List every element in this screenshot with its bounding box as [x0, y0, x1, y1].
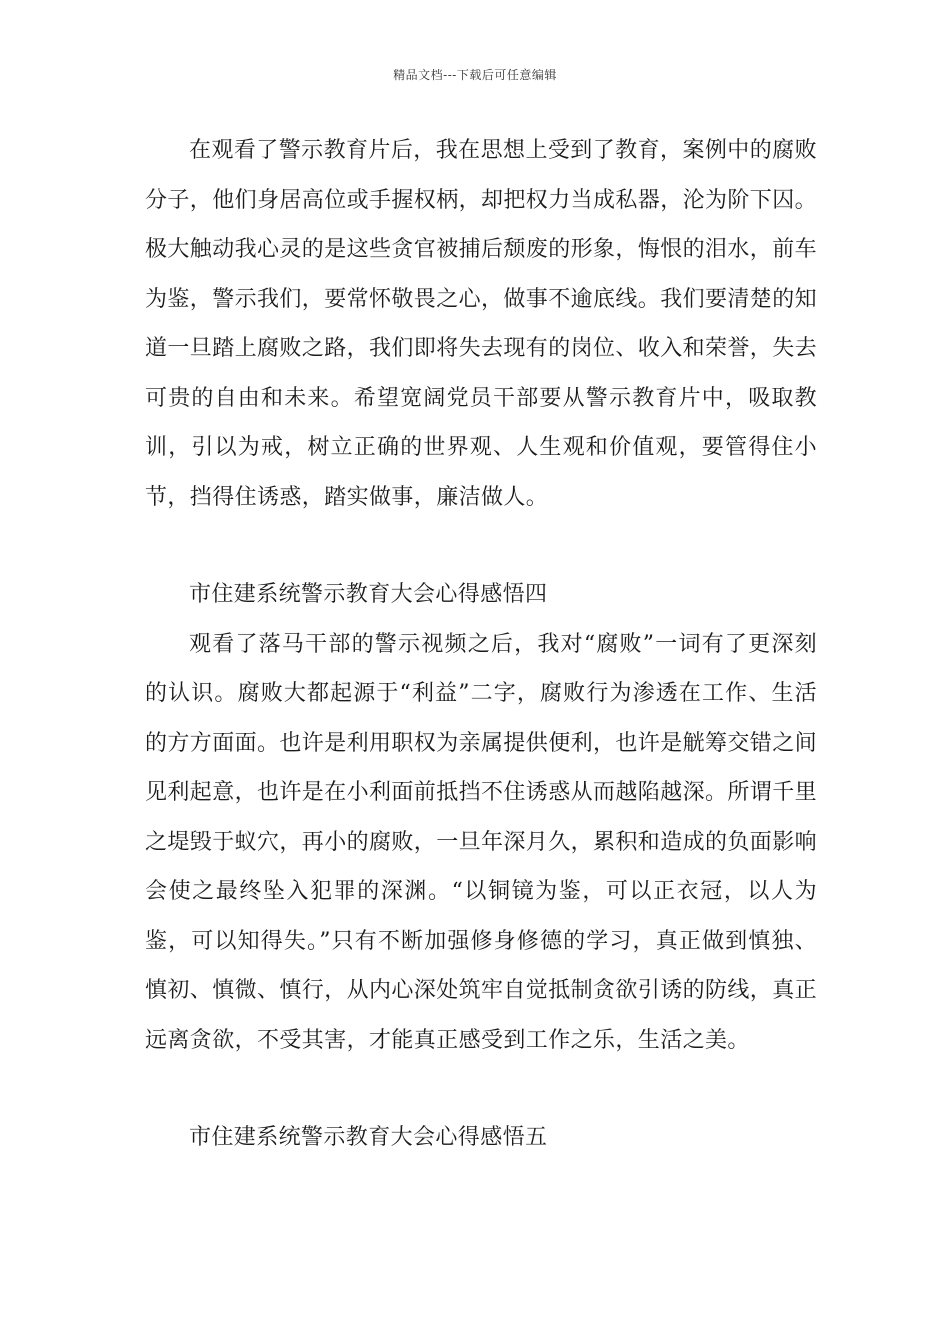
document-body — [145, 126, 817, 1163]
section-spacer — [145, 522, 817, 570]
page-header: 精品文档---下载后可任意编辑 — [393, 68, 557, 82]
paragraph-warning-education: 在观看了警示教育片后，我在思想上受到了教育，案例中的腐败分子，他们身居高位或手握权柄，却把权力当成私器，沦为阶下囚。极大触动我心灵的是这些贪官被捕后颓废的形象，悔恨的泪水，前车为鉴，警示我们，要常怀敬畏之心，做事不逾底线。我们要清楚的知道一旦踏上腐败之路，我们即将失去现有的岗位、收入和荣誉，失去可贵的自由和未来。希望宽阔党员干部要从警示教育片中，吸取教训，引以为戒，树立正确的世界观、人生观和价值观，要管得住小节，挡得住诱惑，踏实做事，廉洁做人。 — [145, 138, 818, 510]
section-heading-four: 市住建系统警示教育大会心得感悟四 — [189, 582, 548, 607]
section-heading-five: 市住建系统警示教育大会心得感悟五 — [189, 1125, 548, 1150]
section-spacer — [145, 1065, 817, 1113]
paragraph-corruption-reflection: 观看了落马干部的警示视频之后，我对“腐败”一词有了更深刻的认识。腐败大都起源于“利益”二字，腐败行为渗透在工作、生活的方方面面。也许是利用职权为亲属提供便利，也许是觥筹交错之间见利起意，也许是在小利面前抵挡不住诱惑从而越陷越深。所谓千里之堤毁于蚁穴，再小的腐败，一旦年深月久，累积和造成的负面影响会使之最终坠入犯罪的深渊。“以铜镜为鉴，可以正衣冠，以人为鉴，可以知得失。”只有不断加强修身修德的学习，真正做到慎独、慎初、慎微、慎行，从内心深处筑牢自觉抵制贪欲引诱的防线，真正远离贪欲，不受其害，才能真正感受到工作之乐，生活之美。 — [145, 631, 818, 1053]
